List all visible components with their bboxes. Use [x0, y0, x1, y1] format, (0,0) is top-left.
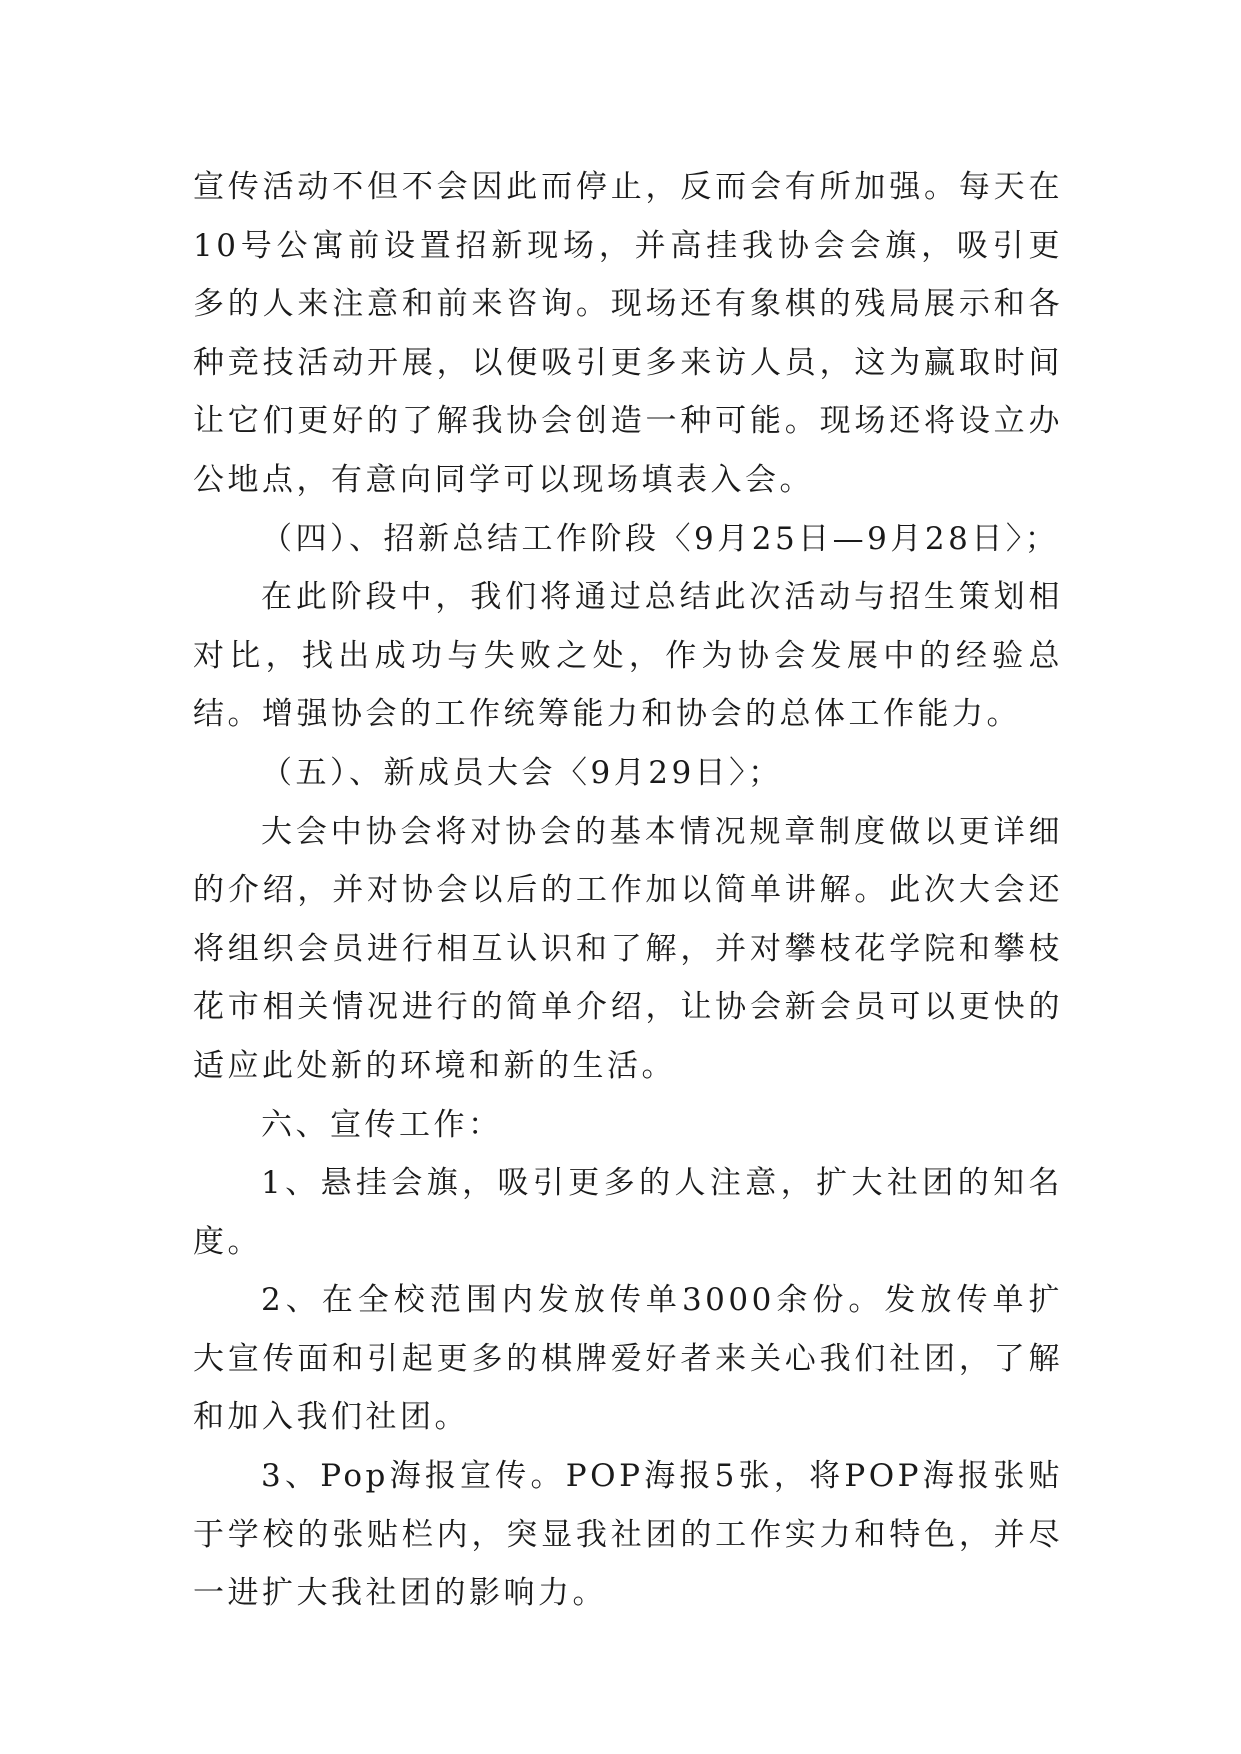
- list-item-hang-flag: 1、悬挂会旗，吸引更多的人注意，扩大社团的知名度。: [193, 1165, 1063, 1260]
- heading-publicity-work: 六、宣传工作：: [261, 1106, 503, 1143]
- heading-stage-four: （四）、招新总结工作阶段〈9月25日—9月28日〉；: [261, 520, 1060, 557]
- list-item-distribute-flyers: 2、在全校范围内发放传单3000余份。发放传单扩大宣传面和引起更多的棋牌爱好者来关心我们社团，了解和加入我们社团。: [193, 1282, 1063, 1436]
- paragraph-recruitment-publicity: 宣传活动不但不会因此而停止，反而会有所加强。每天在10号公寓前设置招新现场，并高挂我协会会旗，吸引更多的人来注意和前来咨询。现场还有象棋的残局展示和各种竞技活动开展，以便吸引更多来访人员，这为赢取时间让它们更好的了解我协会创造一种可能。现场还将设立办公地点，有意向同学可以现场填表入会。: [193, 169, 1063, 498]
- list-item-pop-posters: 3、Pop海报宣传。POP海报5张，将POP海报张贴于学校的张贴栏内，突显我社团的工作实力和特色，并尽一进扩大我社团的影响力。: [193, 1458, 1063, 1612]
- paragraph-summary-stage: 在此阶段中，我们将通过总结此次活动与招生策划相对比，找出成功与失败之处，作为协会发展中的经验总结。增强协会的工作统筹能力和协会的总体工作能力。: [193, 579, 1063, 733]
- document-body: [193, 158, 1063, 1623]
- heading-stage-five: （五）、新成员大会〈9月29日〉；: [261, 754, 783, 791]
- paragraph-new-member-meeting: 大会中协会将对协会的基本情况规章制度做以更详细的介绍，并对协会以后的工作加以简单讲解。此次大会还将组织会员进行相互认识和了解，并对攀枝花学院和攀枝花市相关情况进行的简单介绍，让协会新会员可以更快的适应此处新的环境和新的生活。: [193, 813, 1063, 1084]
